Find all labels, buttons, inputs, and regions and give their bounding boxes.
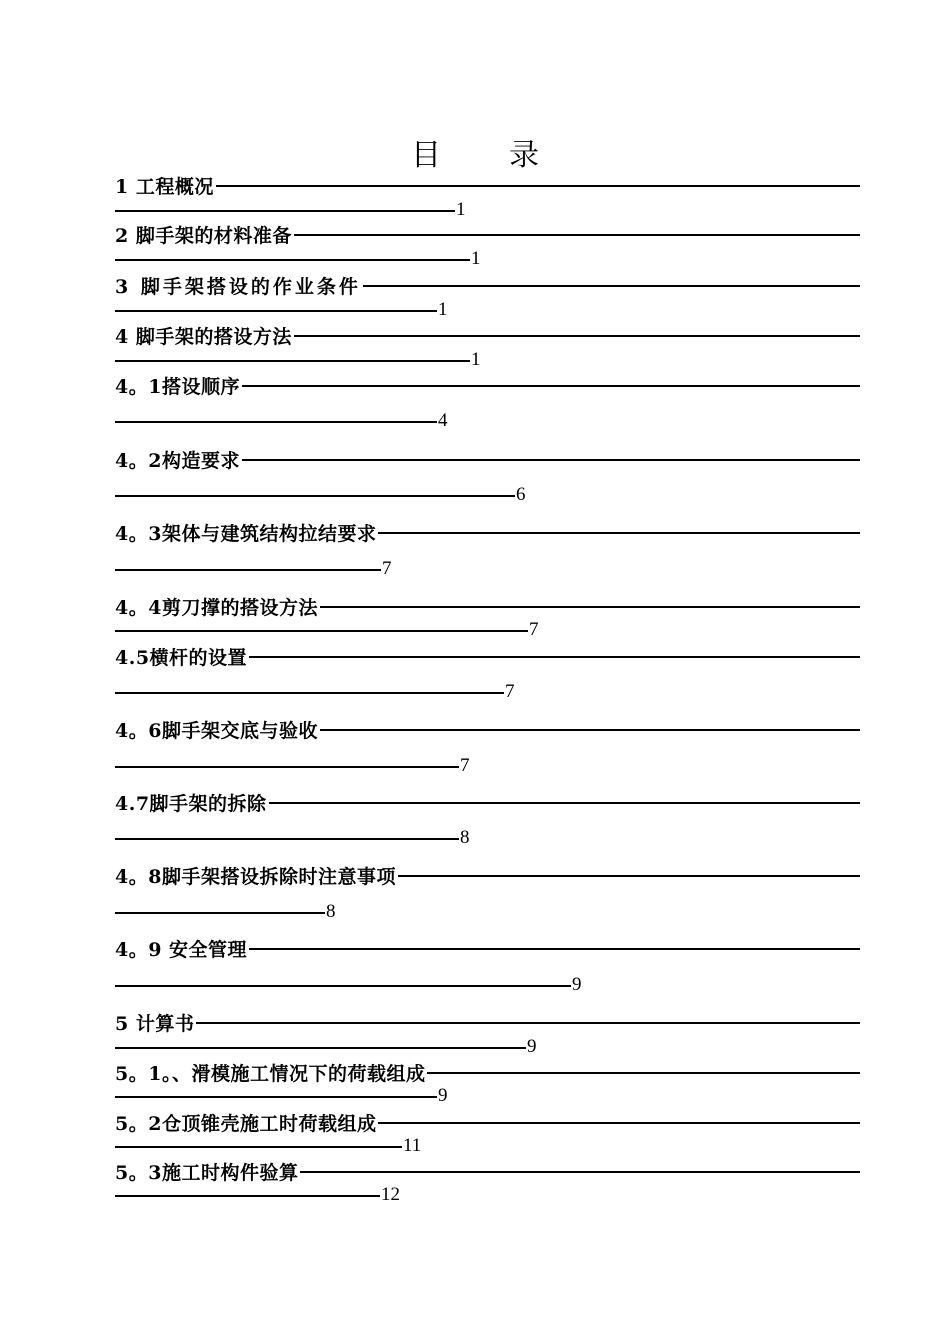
- toc-leader: [363, 285, 860, 287]
- toc-page-number: 4: [438, 410, 448, 431]
- toc-leader-continued: [115, 259, 470, 261]
- toc-leader-continued: [115, 692, 504, 694]
- toc-page-number: 9: [572, 974, 582, 995]
- toc-leader: [294, 335, 860, 337]
- toc-leader-continued: [115, 310, 437, 312]
- toc-page-number: 1: [438, 299, 448, 320]
- toc-leader: [242, 385, 860, 387]
- toc-page-number: 7: [382, 558, 392, 579]
- toc-entry-label: 1 工程概况: [115, 175, 214, 198]
- toc-page-number: 7: [505, 681, 515, 702]
- toc-entry-label: 4。8脚手架搭设拆除时注意事项: [115, 865, 396, 888]
- toc-title-char-2: 录: [509, 138, 539, 173]
- toc-entry-label: 4.7脚手架的拆除: [115, 792, 267, 815]
- toc-page-number: 9: [527, 1036, 537, 1057]
- toc-entry-label: 4。2构造要求: [115, 449, 240, 472]
- toc-entry-label: 4.5横杆的设置: [115, 646, 248, 669]
- toc-leader-continued: [115, 421, 437, 423]
- toc-leader: [320, 606, 860, 608]
- toc-leader: [269, 802, 860, 804]
- toc-leader: [378, 532, 860, 534]
- toc-page-number: 1: [471, 349, 481, 370]
- toc-page-number: 1: [471, 248, 481, 269]
- toc-entry-label: 4。9 安全管理: [115, 938, 248, 961]
- toc-leader-continued: [115, 1047, 526, 1049]
- toc-leader: [294, 234, 860, 236]
- toc-leader: [196, 1022, 860, 1024]
- toc-entry-label: 4。6脚手架交底与验收: [115, 719, 318, 742]
- toc-leader-continued: [115, 630, 528, 632]
- toc-leader-continued: [115, 985, 571, 987]
- toc-leader-continued: [115, 1146, 402, 1148]
- toc-entry-label: 5 计算书: [115, 1012, 195, 1035]
- toc-leader: [216, 185, 860, 187]
- toc-leader-continued: [115, 210, 455, 212]
- toc-entry-label: 4 脚手架的搭设方法: [115, 325, 292, 348]
- toc-title: [0, 130, 950, 174]
- toc-leader-continued: [115, 360, 470, 362]
- toc-leader: [249, 656, 860, 658]
- toc-leader-continued: [115, 1096, 437, 1098]
- toc-page-number: 7: [529, 619, 539, 640]
- toc-leader-continued: [115, 912, 325, 914]
- toc-page-number: 1: [456, 199, 466, 220]
- toc-page-number: 6: [516, 484, 526, 505]
- toc-page-number: 11: [403, 1135, 422, 1156]
- toc-title-char-1: 目: [411, 138, 441, 173]
- toc-leader: [320, 729, 860, 731]
- toc-entry-label: 5。1。、滑模施工情况下的荷载组成: [115, 1062, 426, 1085]
- toc-leader: [398, 875, 860, 877]
- toc-leader: [242, 459, 860, 461]
- toc-entry-label: 2 脚手架的材料准备: [115, 224, 292, 247]
- toc-entry-label: 4。3架体与建筑结构拉结要求: [115, 522, 377, 545]
- toc-leader: [427, 1072, 860, 1074]
- toc-leader-continued: [115, 766, 459, 768]
- toc-leader-continued: [115, 1195, 380, 1197]
- toc-entry-label: 4。4剪刀撑的搭设方法: [115, 596, 318, 619]
- toc-entry-label: 4。1搭设顺序: [115, 375, 240, 398]
- toc-leader: [249, 948, 860, 950]
- toc-page-number: 9: [438, 1085, 448, 1106]
- toc-page-number: 8: [460, 827, 470, 848]
- toc-page-number: 8: [326, 901, 336, 922]
- toc-leader-continued: [115, 495, 515, 497]
- toc-leader-continued: [115, 838, 459, 840]
- toc-leader: [300, 1171, 860, 1173]
- toc-entry-label: 3 脚手架搭设的作业条件: [115, 275, 361, 298]
- toc-page-number: 7: [460, 755, 470, 776]
- toc-entry-label: 5。3施工时构件验算: [115, 1161, 299, 1184]
- toc-page-number: 12: [381, 1184, 400, 1205]
- toc-leader: [378, 1122, 860, 1124]
- toc-leader-continued: [115, 569, 381, 571]
- toc-entry-label: 5。2仓顶锥壳施工时荷载组成: [115, 1112, 377, 1135]
